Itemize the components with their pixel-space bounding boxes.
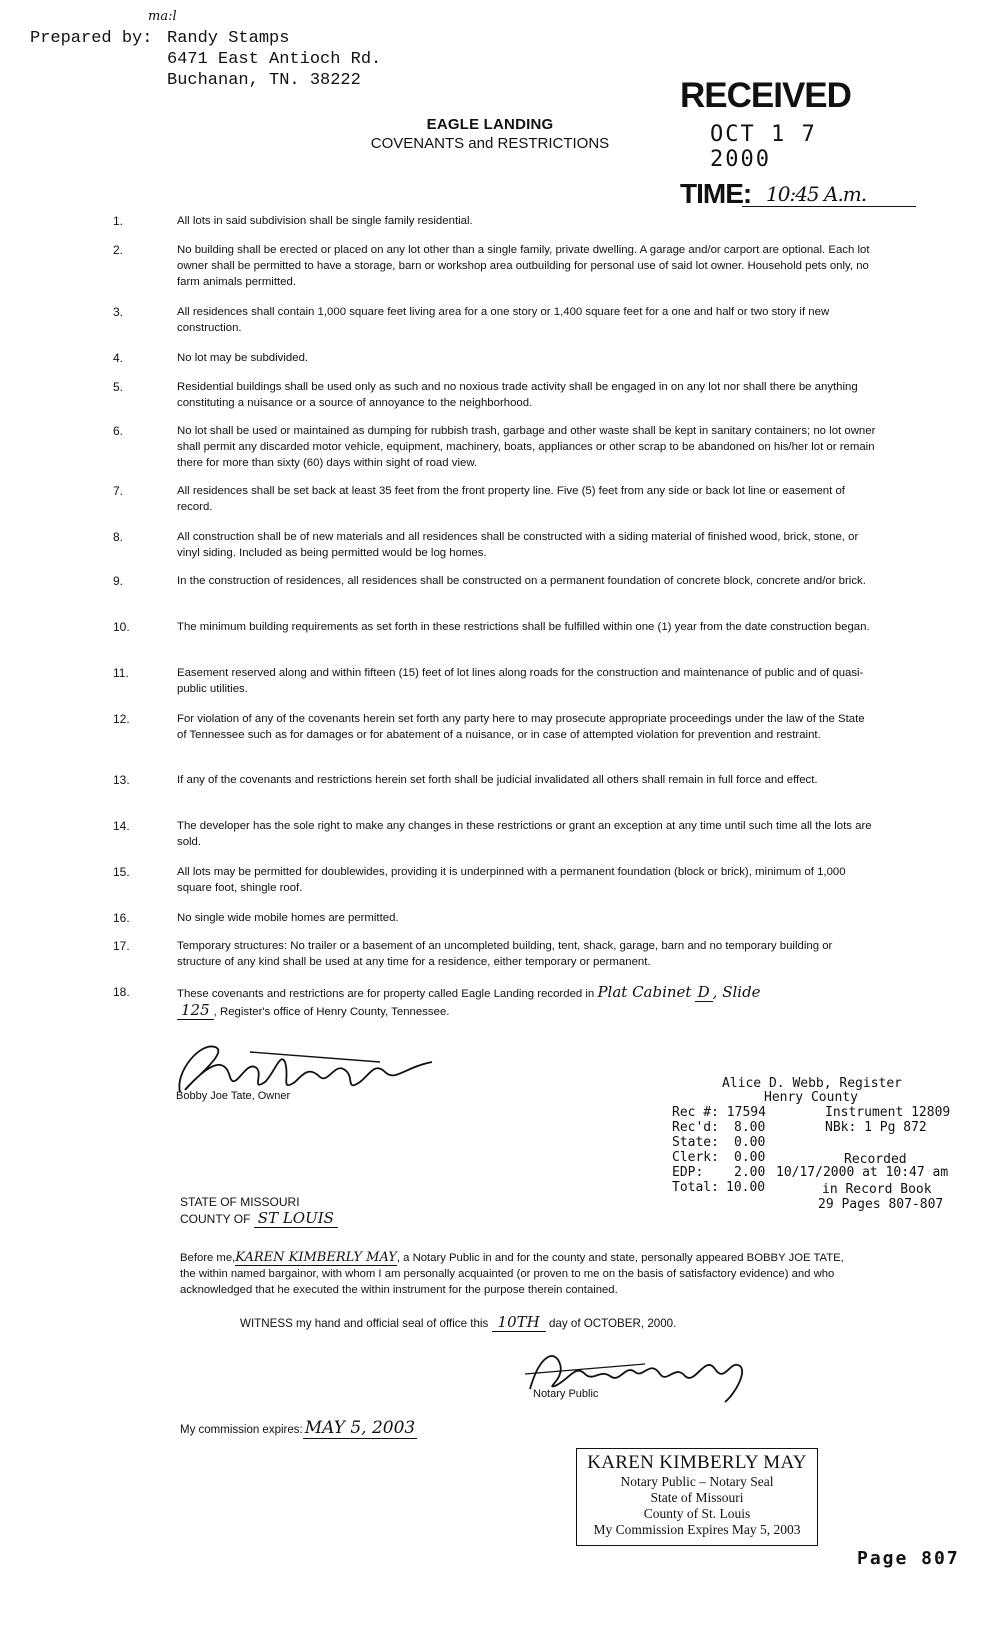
covenant-text: For violation of any of the covenants herein set forth any party here to may prosecute appropriate proceedings under the law of the State of Tennessee such as for damages or for abatement of a nuisance, or in case of attempted violation for prevention and restraint. bbox=[177, 713, 865, 741]
covenant-text: All construction shall be of new materials and all residences shall be constructed with a siding material of finished wood, brick, stone, or vinyl siding. Included as being permitted would be log homes. bbox=[177, 531, 859, 559]
total-value: 10.00 bbox=[726, 1180, 766, 1195]
covenant-text: Residential buildings shall be used only as such and no noxious trade activity shall be engaged in on any lot nor shall there be anything constituting a nuisance or a source of annoyance to the neighborhood. bbox=[177, 381, 858, 409]
title-line1: EAGLE LANDING bbox=[426, 116, 554, 133]
received-date: OCT 1 7 2000 bbox=[710, 122, 817, 172]
plat-cabinet-handwritten: Plat Cabinet bbox=[597, 983, 692, 1001]
edp-value: 2.00 bbox=[734, 1165, 766, 1180]
notary-seal-stamp bbox=[576, 1448, 818, 1546]
witness-line bbox=[240, 1313, 676, 1331]
covenant-number: 18. bbox=[113, 985, 130, 999]
witness-text-b: day of OCTOBER, 2000. bbox=[548, 1317, 677, 1330]
received-label: RECEIVED bbox=[680, 76, 851, 115]
covenant-number: 9. bbox=[113, 574, 124, 588]
acknowledgment-venue bbox=[180, 1194, 338, 1227]
state-of: STATE OF MISSOURI bbox=[180, 1195, 300, 1209]
covenant-text: All residences shall contain 1,000 square feet living area for a one story or 1,400 square feet for a one and half or two story if new construction. bbox=[177, 306, 830, 334]
recd-label: Rec'd: bbox=[672, 1120, 719, 1135]
covenant-number: 15. bbox=[113, 865, 130, 879]
edp-label: EDP: bbox=[672, 1165, 704, 1180]
slide-number: 125 bbox=[177, 1001, 214, 1020]
seal-line3: State of Missouri bbox=[650, 1490, 744, 1505]
received-time bbox=[680, 178, 880, 210]
covenant-number: 8. bbox=[113, 530, 124, 544]
state-fee-value: 0.00 bbox=[734, 1135, 766, 1150]
title-line2: COVENANTS and RESTRICTIONS bbox=[370, 135, 610, 152]
covenant-text: If any of the covenants and restrictions herein set forth shall be judicial invalidated all others shall remain in full force and effect. bbox=[177, 774, 818, 786]
preparer-address-line1: 6471 East Antioch Rd. bbox=[167, 50, 382, 69]
covenant-number: 6. bbox=[113, 424, 124, 438]
seal-line4: County of St. Louis bbox=[643, 1506, 751, 1521]
state-fee-label: State: bbox=[672, 1135, 719, 1150]
prepared-by-label: Prepared by: bbox=[30, 29, 153, 48]
acknowledgment-text: , a Notary Public in and for the county and state, personally appeared BOBBY JOE TATE, the within named bargainor, with whom I am personally acquainted (or proven to me on the basis of satisfactory evidence) and who acknowledged that he executed the within instrument for the purpose therein contained. bbox=[180, 1252, 844, 1296]
covenant-number: 10. bbox=[113, 620, 130, 634]
notary-name-handwritten: KAREN KIMBERLY MAY bbox=[235, 1250, 397, 1265]
record-pages: 29 Pages 807-807 bbox=[818, 1197, 944, 1212]
acknowledgment-paragraph bbox=[180, 1250, 860, 1298]
handwritten-note: ma:l bbox=[148, 9, 177, 24]
register-name: Alice D. Webb, Register bbox=[722, 1076, 903, 1091]
covenant-number: 1. bbox=[113, 214, 124, 228]
covenant18-text-b: , Register's office of Henry County, Tennessee. bbox=[213, 1006, 450, 1018]
preparer-address bbox=[167, 28, 381, 91]
covenant-text: No lot shall be used or maintained as dumping for rubbish trash, garbage and other waste shall be kept in sanitary containers; no lot owner shall permit any discarded motor vehicle, equipment, machinery, boats, appliances or other scrap to be abandoned on his/her lot or remain there for more than sixty (60) days within sight of road view. bbox=[177, 425, 876, 469]
covenant-number: 13. bbox=[113, 773, 130, 787]
covenant-number: 3. bbox=[113, 305, 124, 319]
owner-signature-caption: Bobby Joe Tate, Owner bbox=[176, 1090, 291, 1102]
covenant-text: No single wide mobile homes are permitted. bbox=[177, 912, 399, 924]
total-label: Total: bbox=[672, 1180, 719, 1195]
commission-label: My commission expires: bbox=[180, 1424, 303, 1436]
covenant-text: In the construction of residences, all residences shall be constructed on a permanent foundation of concrete block, concrete and/or brick. bbox=[177, 575, 866, 587]
recd-value: 8.00 bbox=[734, 1120, 766, 1135]
commission-value: MAY 5, 2003 bbox=[304, 1418, 416, 1438]
slide-handwritten: , Slide bbox=[712, 983, 761, 1001]
clerk-fee-value: 0.00 bbox=[734, 1150, 766, 1165]
covenant-text bbox=[177, 984, 877, 1020]
clerk-fee-label: Clerk: bbox=[672, 1150, 719, 1165]
covenant-number: 12. bbox=[113, 712, 130, 726]
recorded-label: Recorded bbox=[844, 1152, 907, 1167]
preparer-name: Randy Stamps bbox=[167, 29, 290, 48]
covenant-text: No building shall be erected or placed on any lot other than a single family, private dwelling. A garage and/or carport are optional. Each lot owner shall be permitted to have a storage, barn or workshop area outbuilding for personal use of said lot owner. Household pets only, no farm animals permitted. bbox=[177, 244, 870, 288]
register-county: Henry County bbox=[764, 1090, 858, 1105]
before-me-label: Before me, bbox=[180, 1252, 236, 1264]
seal-line2: Notary Public – Notary Seal bbox=[620, 1474, 774, 1489]
preparer-address-line2: Buchanan, TN. 38222 bbox=[167, 71, 361, 90]
document-title bbox=[340, 116, 640, 152]
covenant-number: 14. bbox=[113, 819, 130, 833]
instrument-number: Instrument 12809 bbox=[825, 1105, 951, 1120]
county-of-value: ST LOUIS bbox=[254, 1209, 338, 1228]
covenant-text: The minimum building requirements as set forth in these restrictions shall be fulfilled within one (1) year from the date construction began. bbox=[177, 621, 870, 633]
covenant-number: 11. bbox=[113, 666, 129, 680]
covenant-text: All lots in said subdivision shall be single family residential. bbox=[177, 215, 473, 227]
notary-signature-caption: Notary Public bbox=[533, 1388, 599, 1400]
received-stamp bbox=[680, 76, 880, 210]
covenant-number: 2. bbox=[113, 243, 124, 257]
rec-label: Rec #: bbox=[672, 1105, 719, 1120]
seal-name: KAREN KIMBERLY MAY bbox=[587, 1452, 807, 1473]
covenant-text: The developer has the sole right to make any changes in these restrictions or grant an exception at any time until such time all the lots are sold. bbox=[177, 820, 872, 848]
rec-number: 17594 bbox=[726, 1105, 766, 1120]
covenant-number: 5. bbox=[113, 380, 124, 394]
covenant-number: 4. bbox=[113, 351, 124, 365]
page-number: Page 807 bbox=[857, 1548, 960, 1569]
covenant-number: 17. bbox=[113, 939, 130, 953]
covenant-text: Temporary structures: No trailer or a basement of an uncompleted building, tent, shack, garage, barn and no temporary building or structure of any kind shall be used at any time for a residence, either temporary or permanent. bbox=[177, 940, 833, 968]
time-value: 10:45 A.m. bbox=[742, 182, 916, 207]
time-label: TIME: bbox=[680, 178, 752, 209]
covenant-text: All lots may be permitted for doublewides, providing it is underpinned with a permanent foundation (block or brick), minimum of 1,000 square foot, shingle roof. bbox=[177, 866, 846, 894]
covenant-number: 7. bbox=[113, 484, 124, 498]
commission-expires bbox=[180, 1418, 417, 1438]
covenant-number: 16. bbox=[113, 911, 130, 925]
seal-line5: My Commission Expires May 5, 2003 bbox=[593, 1522, 801, 1537]
covenant-text: All residences shall be set back at least 35 feet from the front property line. Five (5) feet from any side or back lot line or easement of record. bbox=[177, 485, 845, 513]
covenant-text: No lot may be subdivided. bbox=[177, 352, 309, 364]
record-book: in Record Book bbox=[822, 1182, 932, 1197]
recorded-timestamp: 10/17/2000 at 10:47 am bbox=[776, 1165, 949, 1180]
witness-text-a: WITNESS my hand and official seal of office this bbox=[240, 1317, 489, 1330]
county-of-label: COUNTY OF bbox=[180, 1212, 251, 1226]
nbk-reference: NBk: 1 Pg 872 bbox=[825, 1120, 927, 1135]
plat-cabinet-letter: D bbox=[695, 983, 713, 1002]
covenant18-text-a: These covenants and restrictions are for property called Eagle Landing recorded in bbox=[177, 988, 595, 1000]
covenant-text: Easement reserved along and within fifteen (15) feet of lot lines along roads for the construction and maintenance of public and of quasi-public utilities. bbox=[177, 667, 864, 695]
witness-day: 10TH bbox=[492, 1313, 546, 1332]
